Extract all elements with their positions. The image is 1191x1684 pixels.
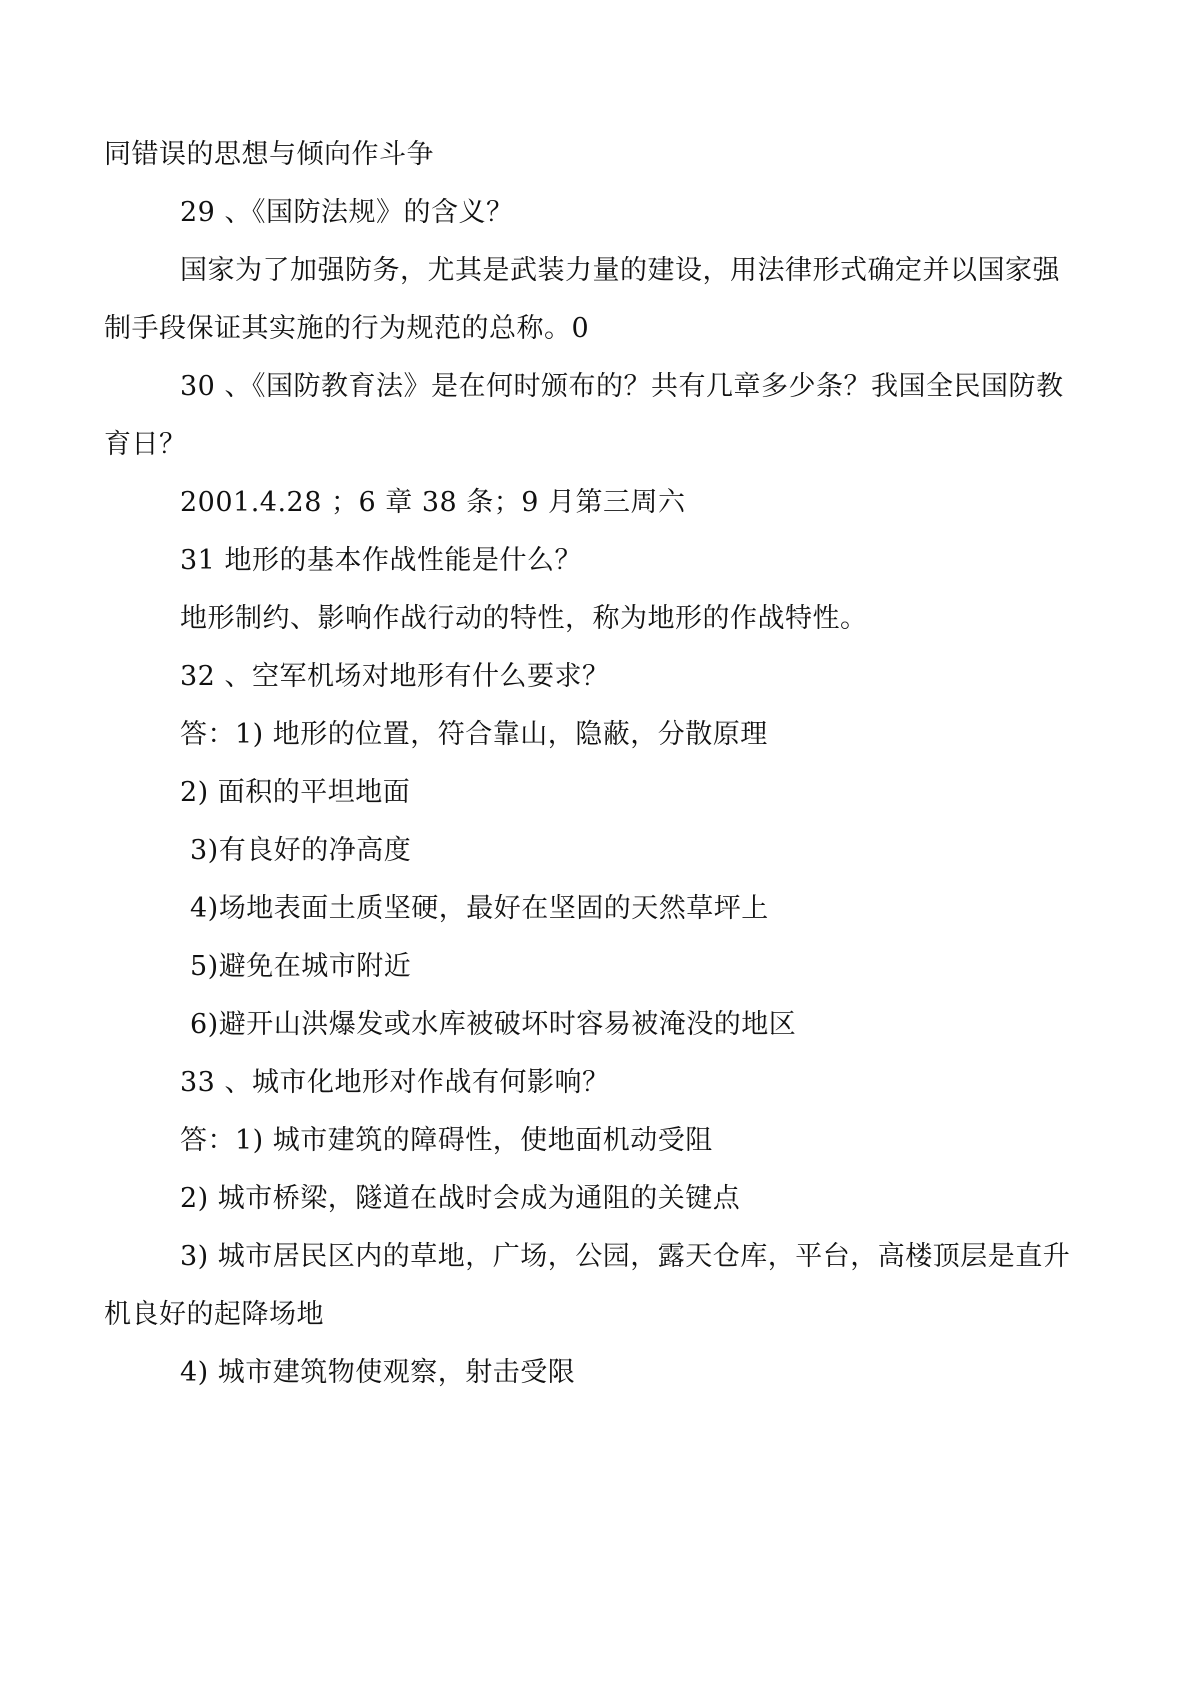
question-29: 29 、《国防法规》的含义？ <box>180 197 514 228</box>
answer-33-item-4: 4) 城市建筑物使观察，射击受限 <box>180 1357 576 1388</box>
answer-32-item-2: 2) 面积的平坦地面 <box>180 777 411 808</box>
question-31: 31 地形的基本作战性能是什么？ <box>180 545 582 576</box>
answer-30: 2001.4.28 ；6 章 38 条；9 月第三周六 <box>180 487 686 518</box>
answer-32-item-5: 5)避免在城市附近 <box>190 951 412 982</box>
question-33: 33 、城市化地形对作战有何影响？ <box>180 1067 610 1098</box>
answer-33-item-3-line-1: 3) 城市居民区内的草地，广场，公园，露天仓库，平台，高楼顶层是直升 <box>180 1241 1071 1272</box>
question-32: 32 、空军机场对地形有什么要求？ <box>180 661 610 692</box>
answer-33-item-1: 答：1) 城市建筑的障碍性，使地面机动受阻 <box>180 1125 713 1156</box>
answer-32-item-3: 3)有良好的净高度 <box>190 835 412 866</box>
answer-33-item-2: 2) 城市桥梁，隧道在战时会成为通阻的关键点 <box>180 1183 741 1214</box>
question-30-line-1: 30 、《国防教育法》是在何时颁布的？共有几章多少条？我国全民国防教 <box>180 371 1064 402</box>
answer-32-item-6: 6)避开山洪爆发或水库被破坏时容易被淹没的地区 <box>190 1009 797 1040</box>
question-30-line-2: 育日？ <box>104 429 187 460</box>
answer-29-line-2: 制手段保证其实施的行为规范的总称。0 <box>104 313 590 344</box>
answer-32-item-4: 4)场地表面土质坚硬，最好在坚固的天然草坪上 <box>190 893 769 924</box>
answer-33-item-3-line-2: 机良好的起降场地 <box>104 1299 324 1330</box>
answer-32-item-1: 答：1) 地形的位置，符合靠山，隐蔽，分散原理 <box>180 719 768 750</box>
answer-29-line-1: 国家为了加强防务，尤其是武装力量的建设，用法律形式确定并以国家强 <box>180 255 1060 286</box>
answer-31: 地形制约、影响作战行动的特性，称为地形的作战特性。 <box>180 603 868 634</box>
text-line: 同错误的思想与倾向作斗争 <box>104 139 434 170</box>
